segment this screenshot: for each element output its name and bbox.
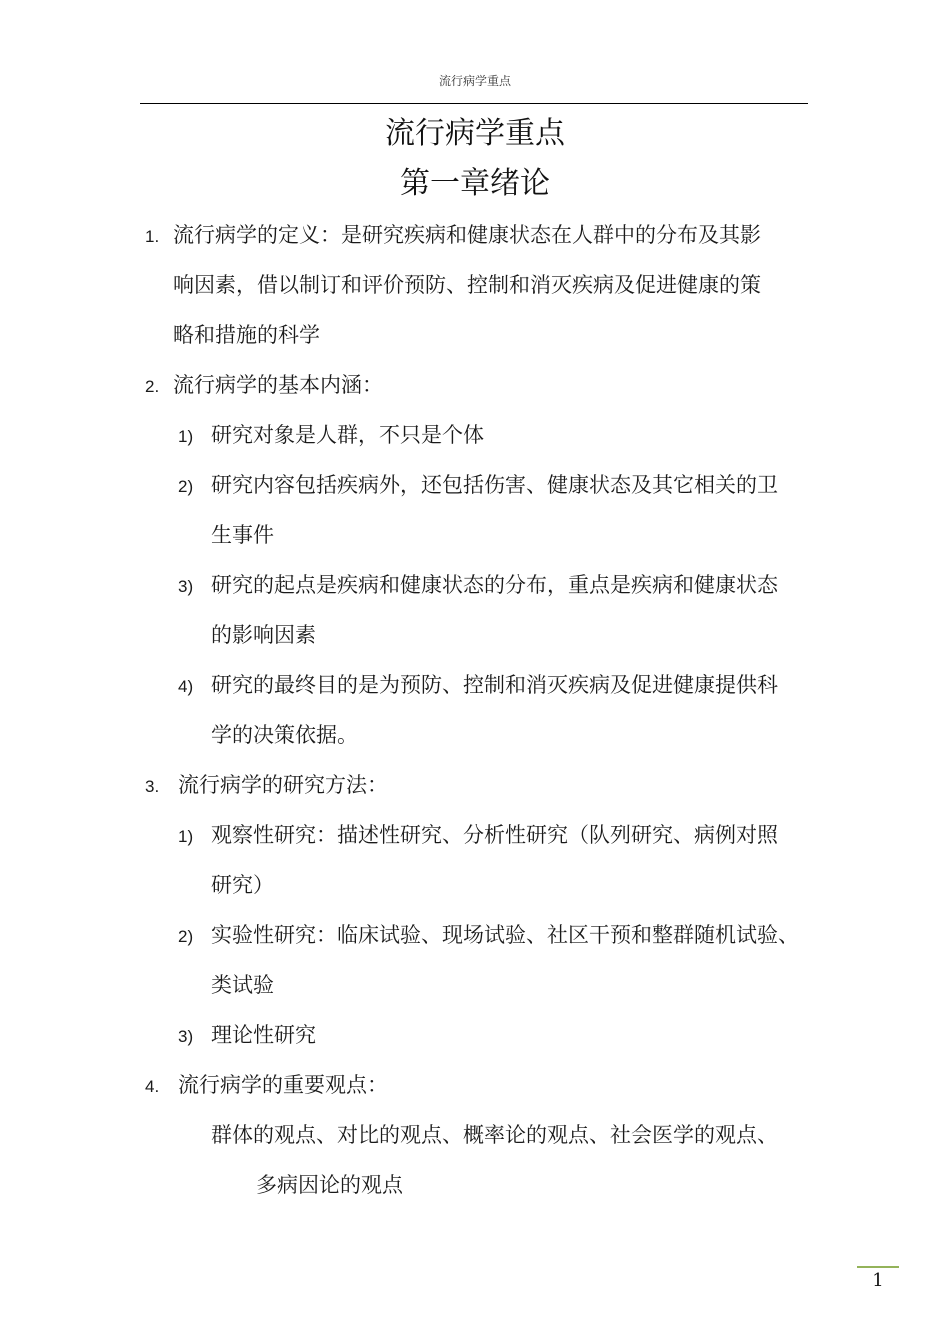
item-text-line: 研究的起点是疾病和健康状态的分布，重点是疾病和健康状态 <box>211 573 778 597</box>
section-number: 2. <box>145 377 160 396</box>
item-number: 3) <box>178 577 194 596</box>
footer-accent-rule <box>857 1266 899 1268</box>
section-heading: 流行病学的重要观点： <box>178 1073 388 1097</box>
item-text-line: 生事件 <box>211 523 274 547</box>
item-text-line: 理论性研究 <box>211 1023 316 1047</box>
section-body-line: 群体的观点、对比的观点、概率论的观点、社会医学的观点、 <box>211 1123 778 1147</box>
header-title: 流行病学重点 <box>438 74 511 88</box>
item-text-line: 研究对象是人群，不只是个体 <box>211 423 484 447</box>
section-text-line: 流行病学的定义：是研究疾病和健康状态在人群中的分布及其影 <box>173 223 761 247</box>
section-number: 3. <box>145 777 160 796</box>
section-number: 4. <box>145 1077 160 1096</box>
item-number: 2) <box>178 927 194 946</box>
item-text-line: 学的决策依据。 <box>211 723 358 747</box>
item-text-line: 类试验 <box>211 973 274 997</box>
section-text-line: 略和措施的科学 <box>173 323 320 347</box>
item-text-line: 研究） <box>211 873 274 897</box>
item-text-line: 的影响因素 <box>211 623 316 647</box>
section-body-line: 多病因论的观点 <box>256 1173 403 1197</box>
item-text-line: 研究的最终目的是为预防、控制和消灭疾病及促进健康提供科 <box>211 673 778 697</box>
section-number: 1. <box>145 227 160 246</box>
chapter-title: 第一章绪论 <box>400 166 550 201</box>
item-text-line: 研究内容包括疾病外，还包括伤害、健康状态及其它相关的卫 <box>211 473 778 497</box>
header-divider <box>140 103 808 104</box>
item-number: 2) <box>178 477 194 496</box>
item-text-line: 实验性研究：临床试验、现场试验、社区干预和整群随机试验、 <box>211 923 799 947</box>
section-heading: 流行病学的基本内涵： <box>173 373 383 397</box>
section-text-line: 响因素，借以制订和评价预防、控制和消灭疾病及促进健康的策 <box>173 273 761 297</box>
item-number: 4) <box>178 677 194 696</box>
item-number: 3) <box>178 1027 194 1046</box>
item-text-line: 观察性研究：描述性研究、分析性研究（队列研究、病例对照 <box>211 823 778 847</box>
item-number: 1) <box>178 827 194 846</box>
item-number: 1) <box>178 427 194 446</box>
section-heading: 流行病学的研究方法： <box>178 773 388 797</box>
page-number: 1 <box>872 1270 884 1291</box>
document-title: 流行病学重点 <box>385 116 565 151</box>
